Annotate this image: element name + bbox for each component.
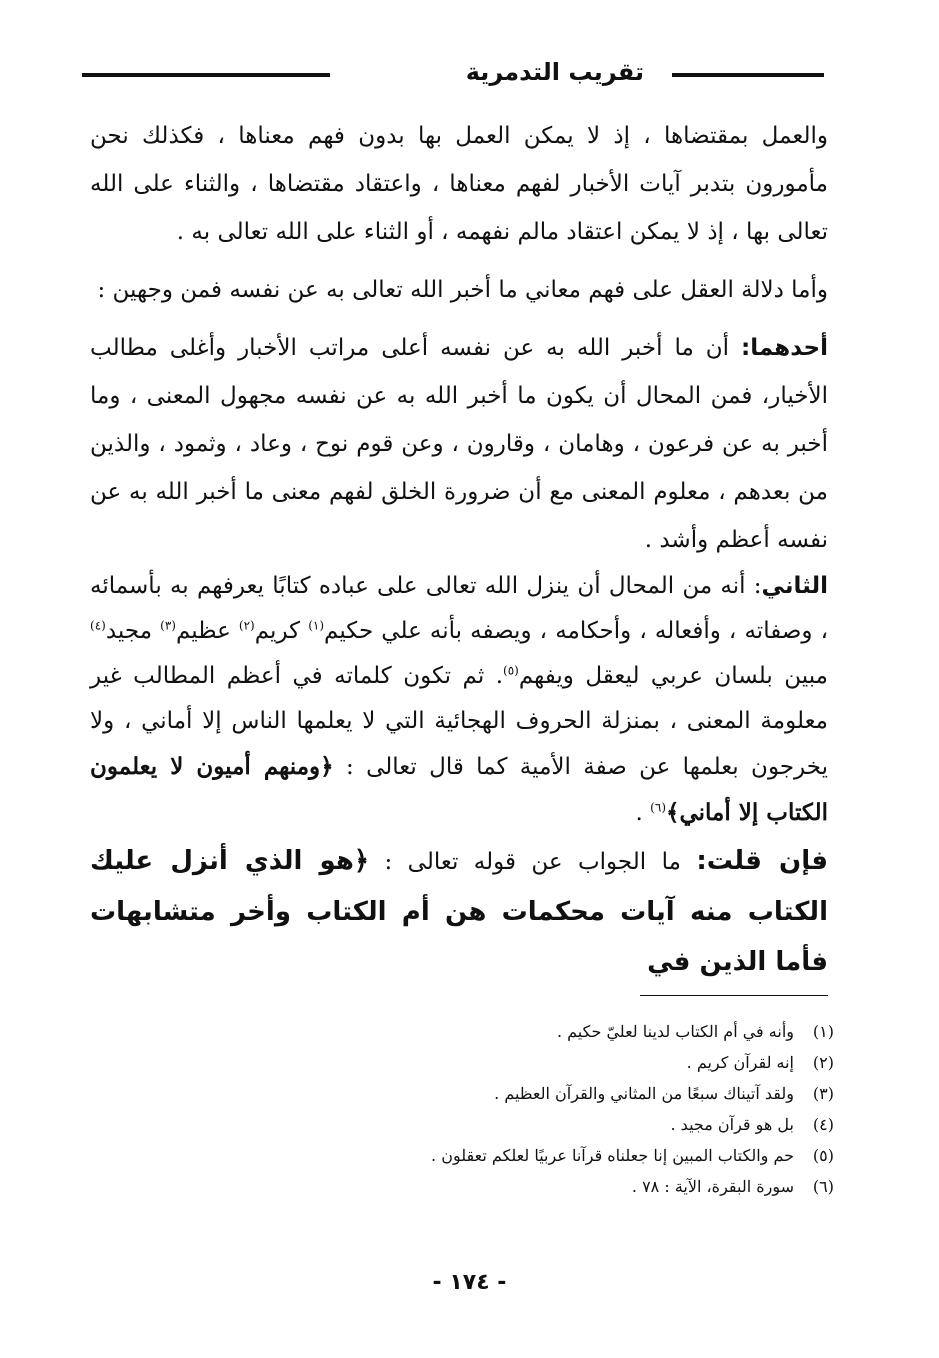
footnote-marker-4: (٤) <box>90 618 106 633</box>
page-number: - ١٧٤ - <box>432 1270 507 1295</box>
footnote-item <box>134 1109 834 1140</box>
footnote-marker-2: (٢) <box>238 618 255 633</box>
footnote-number: (١) <box>812 1022 834 1041</box>
footnote-text: سورة البقرة، الآية : ٧٨ . <box>631 1177 794 1196</box>
footnote-number: (٢) <box>812 1053 834 1072</box>
paragraph-4-text-f: . ثم تكون كلماته في أعظم المطالب غير معلومة المعنى ، بمنزلة الحروف الهجائية التي لا يعلمها الناس إلا أماني ، ولا يخرجون بعلمها عن صفة الأمية كما قال تعالى : <box>90 663 828 780</box>
footnote-item <box>134 1078 834 1109</box>
footnote-marker-6: (٦) <box>650 800 666 815</box>
paragraph-4-text-g: . <box>635 800 651 826</box>
footnote-item <box>134 1047 834 1078</box>
footnote-text: وأنه في أم الكتاب لدينا لعليّ حكيم . <box>556 1022 794 1041</box>
footnote-separator <box>640 995 828 996</box>
paragraph-3 <box>90 324 828 564</box>
paragraph-4-lead: الثاني <box>761 573 828 599</box>
header-rule-right <box>672 73 824 77</box>
paragraph-5-lead: فإن قلت: <box>696 846 828 876</box>
footnote-number: (٦) <box>812 1177 834 1196</box>
paragraph-4-text-b: كريم <box>254 618 309 644</box>
footnote-item <box>134 1171 834 1202</box>
footnote-text: بل هو قرآن مجيد . <box>670 1115 794 1134</box>
paragraph-1: والعمل بمقتضاها ، إذ لا يمكن العمل بها بدون فهم معناها ، فكذلك نحن مأمورون بتدبر آيات الأخبار لفهم معناها ، واعتقاد مقتضاها ، والثناء على الله تعالى بها ، إذ لا يمكن اعتقاد مالم نفهمه ، أو الثناء على الله تعالى به . <box>90 123 828 245</box>
header-title: تقريب التدمرية <box>456 58 654 86</box>
footnote-text: إنه لقرآن كريم . <box>686 1053 794 1072</box>
footnote-number: (٣) <box>812 1084 834 1103</box>
paragraph-4-text-d: مجيد <box>105 618 161 644</box>
footnote-marker-3: (٣) <box>160 618 176 633</box>
footnotes <box>134 1016 834 1202</box>
paragraph-3-text: أن ما أخبر الله به عن نفسه أعلى مراتب الأخبار وأغلى مطالب الأخيار، فمن المحال أن يكون ما أخبر الله به عن نفسه مجهول المعنى ، وما أخبر به عن فرعون ، وهامان ، وقارون ، وعن قوم نوح ، وعاد ، وثمود ، والذين من بعدهم ، معلوم المعنى مع أن ضرورة الخلق لفهم معنى ما أخبر الله به عن نفسه أعظم وأشد . <box>90 335 828 553</box>
footnote-number: (٤) <box>812 1115 834 1134</box>
paragraph-2: وأما دلالة العقل على فهم معاني ما أخبر الله تعالى به عن نفسه فمن وجهين : <box>97 277 828 303</box>
paragraph-5-text: ما الجواب عن قوله تعالى : <box>369 849 697 875</box>
main-text <box>90 112 828 987</box>
footnote-number: (٥) <box>812 1146 834 1165</box>
footnote-item <box>134 1140 834 1171</box>
header-rule-left <box>82 73 330 77</box>
paragraph-5 <box>90 836 828 987</box>
paragraph-4-text-a: : أنه من المحال أن ينزل الله تعالى على عباده كتابًا يعرفهم به بأسمائه ، وصفاته ، وأفعاله ، وأحكامه ، ويصفه بأنه علي حكيم <box>90 573 828 644</box>
footnote-text: حم والكتاب المبين إنا جعلناه قرآنا عربيًا لعلكم تعقلون . <box>431 1146 794 1165</box>
footnote-marker-1: (١) <box>308 618 325 633</box>
running-header <box>82 56 824 96</box>
quran-quote-2: ﴿هو الذي أنزل عليك الكتاب منه آيات محكمات هن أم الكتاب وأخر متشابهات فأما الذين في <box>90 846 828 977</box>
footnote-item <box>134 1016 834 1047</box>
paragraph-4-text-e: مبين بلسان عربي ليعقل ويفهم <box>518 663 828 689</box>
footnote-marker-5: (٥) <box>503 663 519 678</box>
paragraph-4-text-c: عظيم <box>175 618 239 644</box>
paragraph-4 <box>90 564 828 836</box>
footnote-text: ولقد آتيناك سبعًا من المثاني والقرآن العظيم . <box>494 1084 794 1103</box>
paragraph-3-lead: أحدهما: <box>741 335 828 361</box>
quran-quote-1: ﴿ومنهم أميون لا يعلمون الكتاب إلا أماني﴾ <box>90 753 828 826</box>
